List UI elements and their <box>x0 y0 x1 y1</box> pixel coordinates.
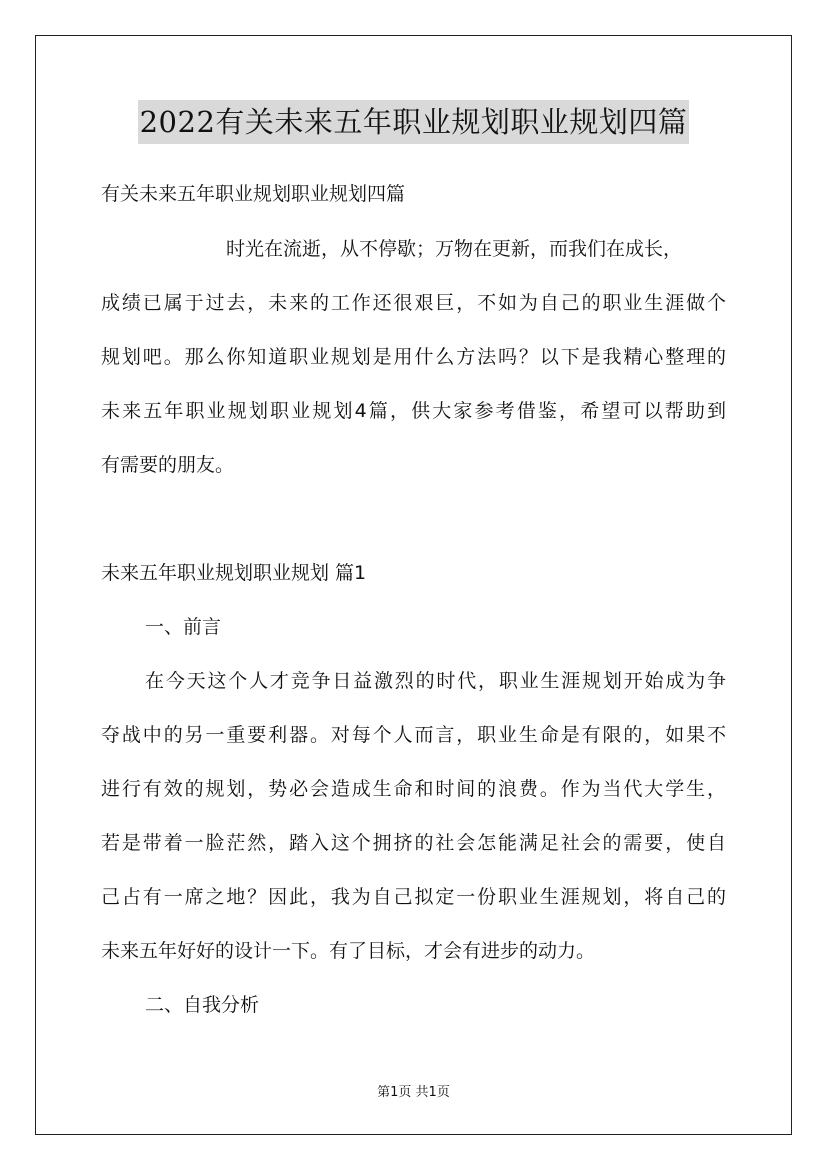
document-title: 2022有关未来五年职业规划职业规划四篇 <box>138 100 690 144</box>
para-line-4: 若是带着一脸茫然，踏入这个拥挤的社会怎能满足社会的需要，使自 <box>101 832 726 854</box>
intro-line-2: 成绩已属于过去，未来的工作还很艰巨，不如为自己的职业生涯做个 <box>101 292 726 314</box>
intro-line-3: 规划吧。那么你知道职业规划是用什么方法吗？以下是我精心整理的 <box>101 346 726 368</box>
title-wrap <box>0 100 827 144</box>
para-line-3: 进行有效的规划，势必会造成生命和时间的浪费。作为当代大学生， <box>101 778 726 800</box>
section-title: 未来五年职业规划职业规划 篇1 <box>101 562 367 584</box>
intro-line-5: 有需要的朋友。 <box>101 454 235 476</box>
intro-line-4: 未来五年职业规划职业规划4篇，供大家参考借鉴，希望可以帮助到 <box>101 400 726 422</box>
para-line-2: 夺战中的另一重要利器。对每个人而言，职业生命是有限的，如果不 <box>101 724 726 746</box>
para-line-5: 己占有一席之地？因此，我为自己拟定一份职业生涯规划，将自己的 <box>101 886 726 908</box>
intro-line-1: 时光在流逝，从不停歇；万物在更新，而我们在成长， <box>226 238 683 260</box>
subtitle: 有关未来五年职业规划职业规划四篇 <box>101 183 406 205</box>
para-line-1: 在今天这个人才竞争日益激烈的时代，职业生涯规划开始成为争 <box>145 670 726 692</box>
heading-preface: 一、前言 <box>145 616 222 638</box>
para-line-6: 未来五年好好的设计一下。有了目标，才会有进步的动力。 <box>101 940 596 962</box>
heading-self-analysis: 二、自我分析 <box>145 994 260 1016</box>
page-footer: 第1页 共1页 <box>377 1085 450 1100</box>
